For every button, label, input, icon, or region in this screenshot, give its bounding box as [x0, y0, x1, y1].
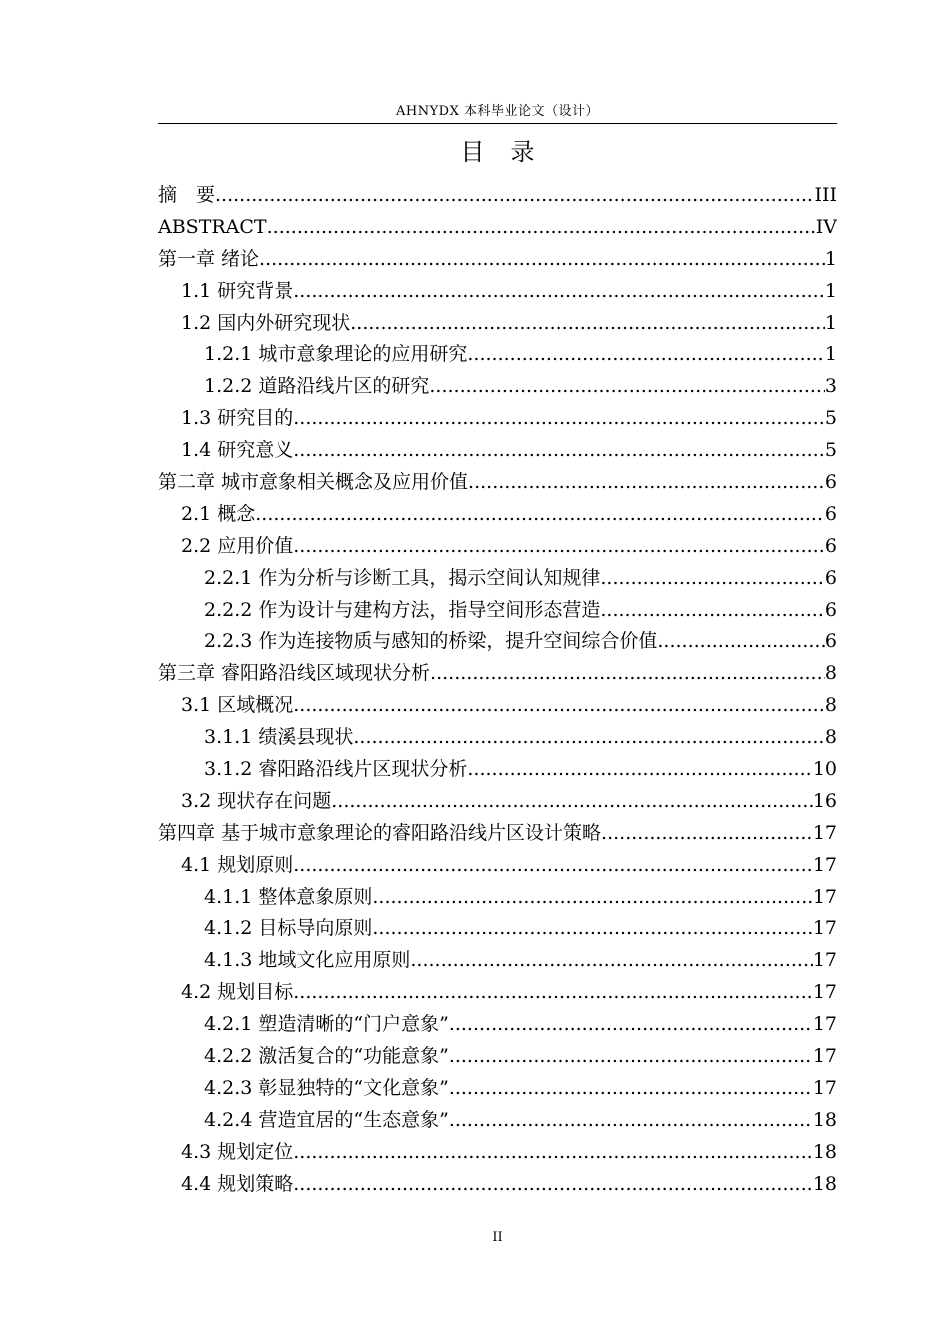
toc-entry-page: IV — [815, 215, 837, 238]
toc-entry-label: ABSTRACT — [158, 215, 267, 238]
toc-leader-dots — [255, 499, 825, 531]
toc-leader-dots — [600, 595, 825, 627]
toc-leader-dots — [601, 818, 813, 850]
toc-leader-dots — [430, 658, 825, 690]
toc-entry-label: 第二章 城市意象相关概念及应用价值 — [158, 471, 469, 494]
toc-entry-label: 4.1.3 地域文化应用原则 — [204, 949, 411, 972]
toc-leader-dots — [293, 403, 825, 435]
toc-entry-page: 17 — [812, 1076, 837, 1099]
toc-leader-dots — [657, 626, 825, 658]
toc-entry-label: 4.1 规划原则 — [181, 853, 294, 876]
toc-entry-label: 4.2.3 彰显独特的“文化意象” — [204, 1076, 449, 1099]
toc-entry[interactable] — [158, 1009, 837, 1041]
toc-leader-dots — [293, 977, 813, 1009]
toc-entry[interactable] — [158, 658, 837, 690]
toc-entry-label: 1.4 研究意义 — [181, 439, 294, 462]
toc-entry-label: 1.2 国内外研究现状 — [181, 311, 351, 334]
toc-leader-dots — [267, 212, 816, 244]
toc-entry-label: 3.1 区域概况 — [181, 694, 294, 717]
toc-entry[interactable] — [158, 945, 837, 977]
toc-leader-dots — [215, 180, 814, 212]
toc-entry-page: 17 — [812, 949, 837, 972]
toc-entry-label: 4.2.1 塑造清晰的“门户意象” — [204, 1013, 449, 1036]
toc-entry-page: 17 — [812, 981, 837, 1004]
toc-entry[interactable] — [158, 754, 837, 786]
toc-leader-dots — [293, 1137, 813, 1169]
toc-entry[interactable] — [158, 276, 837, 308]
toc-entry-label: 4.4 规划策略 — [181, 1172, 294, 1195]
toc-entry-page: 1 — [824, 279, 837, 302]
toc-entry[interactable] — [158, 1137, 837, 1169]
toc-entry-label: 3.1.2 睿阳路沿线片区现状分析 — [204, 758, 468, 781]
toc-entry-label: 4.1.1 整体意象原则 — [204, 885, 373, 908]
toc-entry[interactable] — [158, 212, 837, 244]
toc-entry[interactable] — [158, 499, 837, 531]
toc-entry[interactable] — [158, 850, 837, 882]
toc-entry[interactable] — [158, 403, 837, 435]
toc-entry-page: 8 — [824, 662, 837, 685]
toc-leader-dots — [372, 882, 812, 914]
toc-entry-page: 8 — [824, 726, 837, 749]
toc-leader-dots — [293, 850, 813, 882]
toc-leader-dots — [449, 1073, 813, 1105]
toc-entry-label: 1.1 研究背景 — [181, 279, 294, 302]
toc-entry[interactable] — [158, 690, 837, 722]
toc-entry-label: 第三章 睿阳路沿线区域现状分析 — [158, 662, 431, 685]
toc-entry[interactable] — [158, 531, 837, 563]
toc-entry-page: 6 — [824, 471, 837, 494]
toc-entry-page: 18 — [812, 1140, 837, 1163]
toc-entry-label: 4.2.4 营造宜居的“生态意象” — [204, 1108, 449, 1131]
toc-leader-dots — [372, 913, 812, 945]
toc-entry-label: 第一章 绪论 — [158, 247, 260, 270]
toc-leader-dots — [410, 945, 812, 977]
toc-entry[interactable] — [158, 371, 837, 403]
toc-entry-label: 4.2 规划目标 — [181, 981, 294, 1004]
toc-entry[interactable] — [158, 1073, 837, 1105]
toc-entry-label: 2.2.2 作为设计与建构方法，指导空间形态营造 — [204, 598, 601, 621]
toc-entry-label: 摘 要 — [158, 184, 216, 206]
toc-leader-dots — [449, 1041, 813, 1073]
toc-entry[interactable] — [158, 882, 837, 914]
toc-entry[interactable] — [158, 563, 837, 595]
toc-leader-dots — [468, 467, 825, 499]
toc-entry[interactable] — [158, 1169, 837, 1201]
toc-leader-dots — [353, 722, 825, 754]
toc-entry-page: 17 — [812, 821, 837, 844]
header-rule — [158, 123, 837, 124]
toc-leader-dots — [293, 531, 825, 563]
toc-entry[interactable] — [158, 467, 837, 499]
toc-entry-page: 5 — [824, 439, 837, 462]
toc-entry-label: 第四章 基于城市意象理论的睿阳路沿线片区设计策略 — [158, 821, 602, 844]
toc-entry[interactable] — [158, 626, 837, 658]
toc-entry[interactable] — [158, 977, 837, 1009]
toc-entry-page: 6 — [824, 566, 837, 589]
toc-leader-dots — [467, 754, 812, 786]
toc-entry-page: 6 — [824, 630, 837, 653]
toc-entry-page: 17 — [812, 1045, 837, 1068]
toc-entry-label: 2.2.1 作为分析与诊断工具，揭示空间认知规律 — [204, 566, 601, 589]
toc-entry[interactable] — [158, 308, 837, 340]
toc-entry-page: III — [814, 184, 837, 206]
toc-entry-label: 1.2.2 道路沿线片区的研究 — [204, 375, 430, 398]
toc-leader-dots — [449, 1009, 813, 1041]
toc-leader-dots — [259, 244, 825, 276]
toc-entry-label: 3.2 现状存在问题 — [181, 789, 332, 812]
toc-entry[interactable] — [158, 244, 837, 276]
toc-entry-page: 8 — [824, 694, 837, 717]
toc-leader-dots — [293, 690, 825, 722]
page-header: AHNYDX 本科毕业论文（设计） — [396, 104, 599, 119]
table-of-contents — [158, 180, 837, 1201]
toc-leader-dots — [293, 276, 825, 308]
toc-entry[interactable] — [158, 180, 837, 212]
toc-entry-page: 18 — [812, 1172, 837, 1195]
toc-entry-label: 3.1.1 绩溪县现状 — [204, 726, 354, 749]
toc-leader-dots — [429, 371, 825, 403]
toc-leader-dots — [293, 1169, 813, 1201]
toc-leader-dots — [449, 1105, 813, 1137]
toc-entry[interactable] — [158, 595, 837, 627]
toc-leader-dots — [467, 339, 825, 371]
toc-entry-page: 3 — [824, 375, 837, 398]
toc-entry-page: 5 — [824, 407, 837, 430]
toc-entry[interactable] — [158, 1105, 837, 1137]
toc-entry-label: 2.1 概念 — [181, 502, 256, 525]
page-number: II — [492, 1230, 503, 1245]
toc-leader-dots — [350, 308, 825, 340]
toc-entry-page: 17 — [812, 853, 837, 876]
toc-entry-page: 1 — [824, 343, 837, 366]
toc-entry-label: 4.3 规划定位 — [181, 1140, 294, 1163]
toc-entry-page: 17 — [812, 885, 837, 908]
toc-title: 目录 — [460, 138, 561, 166]
toc-entry-page: 1 — [824, 311, 837, 334]
toc-entry[interactable] — [158, 786, 837, 818]
toc-entry-page: 17 — [812, 1013, 837, 1036]
toc-entry-page: 16 — [812, 789, 837, 812]
toc-leader-dots — [331, 786, 813, 818]
toc-entry-page: 17 — [812, 917, 837, 940]
toc-entry-label: 1.3 研究目的 — [181, 407, 294, 430]
toc-leader-dots — [293, 435, 825, 467]
toc-entry[interactable] — [158, 722, 837, 754]
toc-entry[interactable] — [158, 818, 837, 850]
toc-entry[interactable] — [158, 1041, 837, 1073]
toc-entry-page: 1 — [824, 247, 837, 270]
toc-entry-label: 4.2.2 激活复合的“功能意象” — [204, 1045, 449, 1068]
toc-entry-label: 2.2.3 作为连接物质与感知的桥梁，提升空间综合价值 — [204, 630, 658, 653]
toc-entry-page: 6 — [824, 534, 837, 557]
toc-entry-page: 18 — [812, 1108, 837, 1131]
toc-entry[interactable] — [158, 339, 837, 371]
toc-entry-label: 4.1.2 目标导向原则 — [204, 917, 373, 940]
toc-entry-page: 6 — [824, 598, 837, 621]
toc-leader-dots — [600, 563, 825, 595]
toc-entry-label: 2.2 应用价值 — [181, 534, 294, 557]
toc-entry-label: 1.2.1 城市意象理论的应用研究 — [204, 343, 468, 366]
toc-entry[interactable] — [158, 913, 837, 945]
toc-entry[interactable] — [158, 435, 837, 467]
toc-entry-page: 10 — [812, 758, 837, 781]
toc-entry-page: 6 — [824, 502, 837, 525]
